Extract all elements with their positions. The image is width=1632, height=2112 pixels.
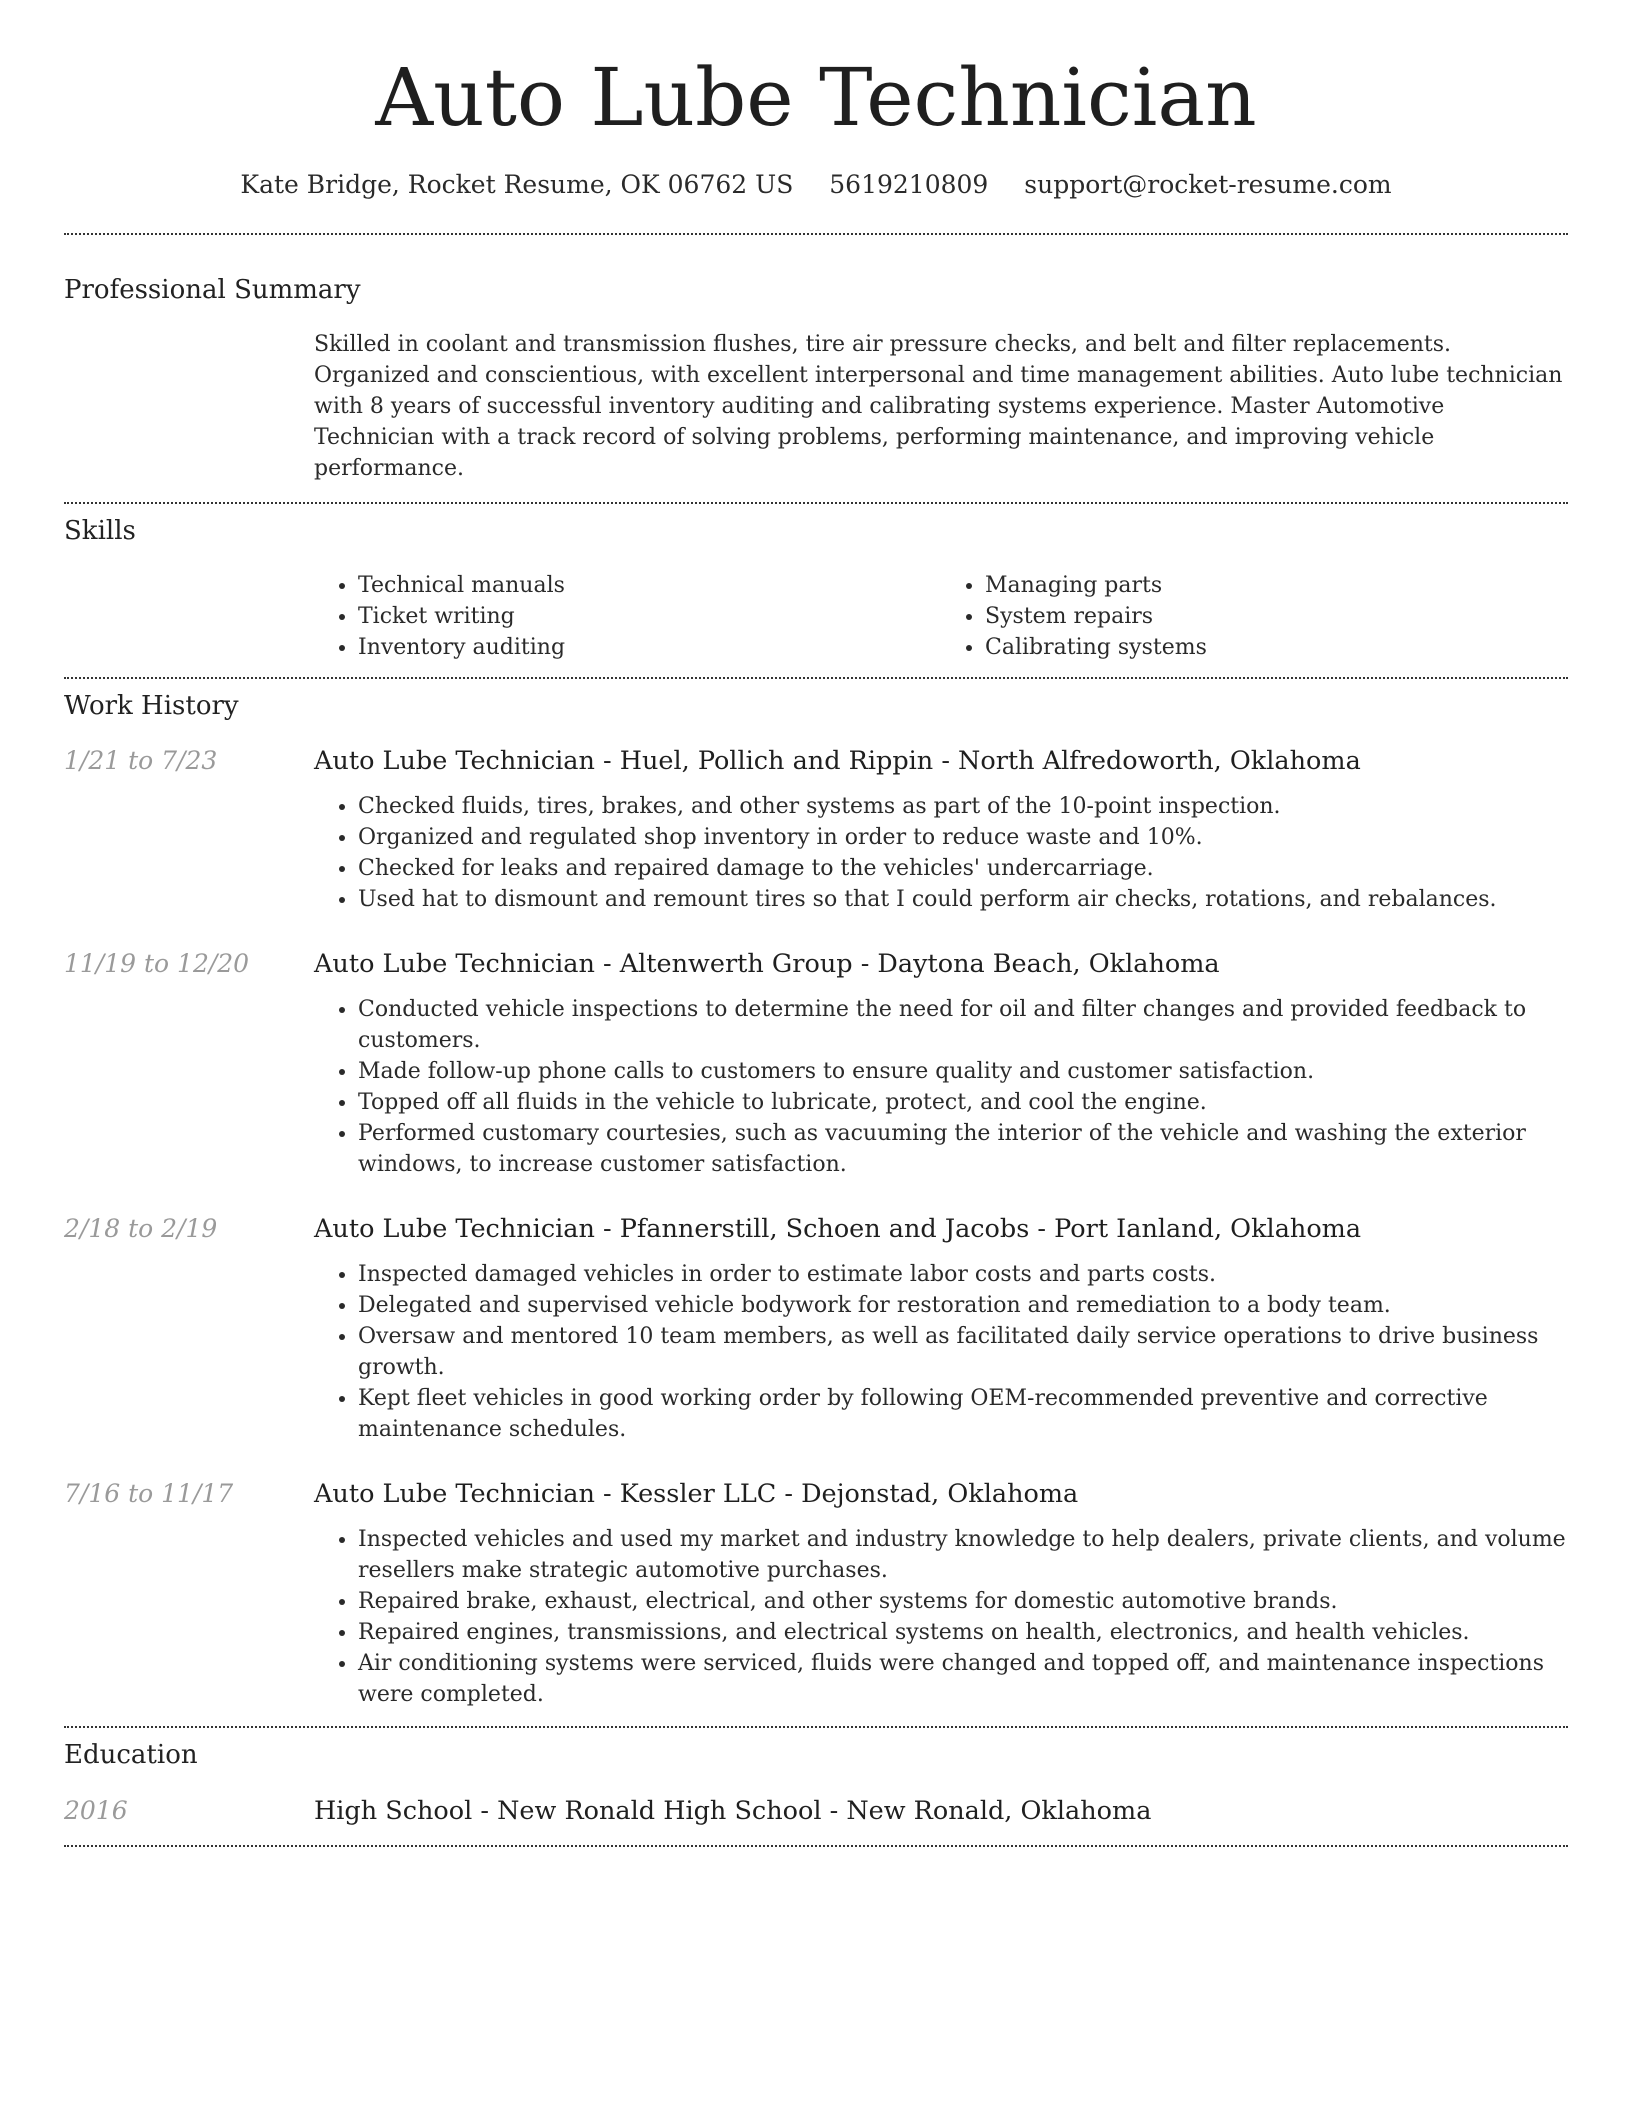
- job-entry: [64, 1214, 1568, 1445]
- skills-section: [64, 516, 1568, 663]
- job-bullet: • Checked fluids, tires, brakes, and other systems as part of the 10-point inspection.: [358, 791, 1568, 822]
- contact-phone: 5619210809: [829, 170, 989, 199]
- work-title: Work History: [64, 691, 239, 721]
- job-dates: 1/21 to 7/23: [64, 746, 218, 775]
- job-entry: [64, 949, 1568, 1180]
- skill-item: • System repairs: [985, 601, 1568, 632]
- skill-item: • Technical manuals: [358, 570, 941, 601]
- job-bullet: • Air conditioning systems were serviced, fluids were changed and topped off, and maintenance inspections were completed.: [358, 1648, 1568, 1710]
- education-year: 2016: [64, 1796, 128, 1825]
- job-bullet: • Organized and regulated shop inventory in order to reduce waste and 10%.: [358, 822, 1568, 853]
- skill-item: • Calibrating systems: [985, 632, 1568, 663]
- divider: [64, 1845, 1568, 1847]
- job-heading: Auto Lube Technician - Pfannerstill, Schoen and Jacobs - Port Ianland, Oklahoma: [314, 1214, 1362, 1244]
- skills-spacer: [64, 570, 314, 663]
- summary-spacer: [64, 329, 314, 484]
- skill-item: • Managing parts: [985, 570, 1568, 601]
- job-bullet: • Repaired brake, exhaust, electrical, and other systems for domestic automotive brands.: [358, 1586, 1568, 1617]
- job-bullet: • Kept fleet vehicles in good working order by following OEM-recommended preventive and corrective maintenance schedules.: [358, 1383, 1568, 1445]
- job-entry: [64, 746, 1568, 915]
- job-bullet: • Conducted vehicle inspections to determine the need for oil and filter changes and provided feedback to customers.: [358, 994, 1568, 1056]
- divider: [64, 502, 1568, 504]
- job-bullets: [314, 1259, 1568, 1445]
- contact-email: support@rocket-resume.com: [1024, 170, 1392, 199]
- work-section: [64, 691, 1568, 1710]
- job-bullet: • Checked for leaks and repaired damage to the vehicles' undercarriage.: [358, 853, 1568, 884]
- job-heading: Auto Lube Technician - Altenwerth Group - Daytona Beach, Oklahoma: [314, 949, 1220, 979]
- job-entry: [64, 1479, 1568, 1710]
- job-bullets: [314, 994, 1568, 1180]
- divider: [64, 1726, 1568, 1728]
- skills-column-2: [941, 570, 1568, 663]
- job-bullets: [314, 791, 1568, 915]
- education-entry: [64, 1796, 1568, 1827]
- job-bullet: • Inspected vehicles and used my market and industry knowledge to help dealers, private clients, and volume resellers make strategic automotive purchases.: [358, 1524, 1568, 1586]
- job-dates: 2/18 to 2/19: [64, 1214, 218, 1243]
- contact-address: Kate Bridge, Rocket Resume, OK 06762 US: [240, 170, 794, 199]
- job-bullet: • Oversaw and mentored 10 team members, as well as facilitated daily service operations to drive business growth.: [358, 1321, 1568, 1383]
- contact-line: [64, 170, 1568, 199]
- job-bullet: • Used hat to dismount and remount tires so that I could perform air checks, rotations, and rebalances.: [358, 884, 1568, 915]
- job-bullet: • Performed customary courtesies, such as vacuuming the interior of the vehicle and washing the exterior windows, to increase customer satisfaction.: [358, 1118, 1568, 1180]
- job-dates: 7/16 to 11/17: [64, 1479, 234, 1508]
- divider: [64, 233, 1568, 235]
- skills-grid: [314, 570, 1568, 663]
- skill-item: • Inventory auditing: [358, 632, 941, 663]
- summary-text: Skilled in coolant and transmission flushes, tire air pressure checks, and belt and filter replacements. Organized and conscientious, with excellent interpersonal and time management abilities. Auto lube technician with 8 years of successful inventory auditing and calibrating systems experience. Master Automotive Technician with a track record of solving problems, performing maintenance, and improving vehicle performance.: [314, 332, 1563, 481]
- skills-title: Skills: [64, 516, 136, 546]
- job-bullet: • Topped off all fluids in the vehicle to lubricate, protect, and cool the engine.: [358, 1087, 1568, 1118]
- divider: [64, 677, 1568, 679]
- job-bullet: • Inspected damaged vehicles in order to estimate labor costs and parts costs.: [358, 1259, 1568, 1290]
- education-title: Education: [64, 1740, 198, 1770]
- job-heading: Auto Lube Technician - Huel, Pollich and Rippin - North Alfredoworth, Oklahoma: [314, 746, 1361, 776]
- job-bullets: [314, 1524, 1568, 1710]
- skills-column-1: [314, 570, 941, 663]
- skill-item: • Ticket writing: [358, 601, 941, 632]
- job-bullet: • Repaired engines, transmissions, and electrical systems on health, electronics, and health vehicles.: [358, 1617, 1568, 1648]
- job-bullet: • Made follow-up phone calls to customers to ensure quality and customer satisfaction.: [358, 1056, 1568, 1087]
- education-section: [64, 1740, 1568, 1827]
- summary-title: Professional Summary: [64, 275, 361, 305]
- job-dates: 11/19 to 12/20: [64, 949, 250, 978]
- job-bullet: • Delegated and supervised vehicle bodywork for restoration and remediation to a body team.: [358, 1290, 1568, 1321]
- education-heading: High School - New Ronald High School - New Ronald, Oklahoma: [314, 1796, 1152, 1826]
- resume-name: Auto Lube Technician: [375, 51, 1257, 144]
- summary-section: [64, 275, 1568, 484]
- job-heading: Auto Lube Technician - Kessler LLC - Dejonstad, Oklahoma: [314, 1479, 1079, 1509]
